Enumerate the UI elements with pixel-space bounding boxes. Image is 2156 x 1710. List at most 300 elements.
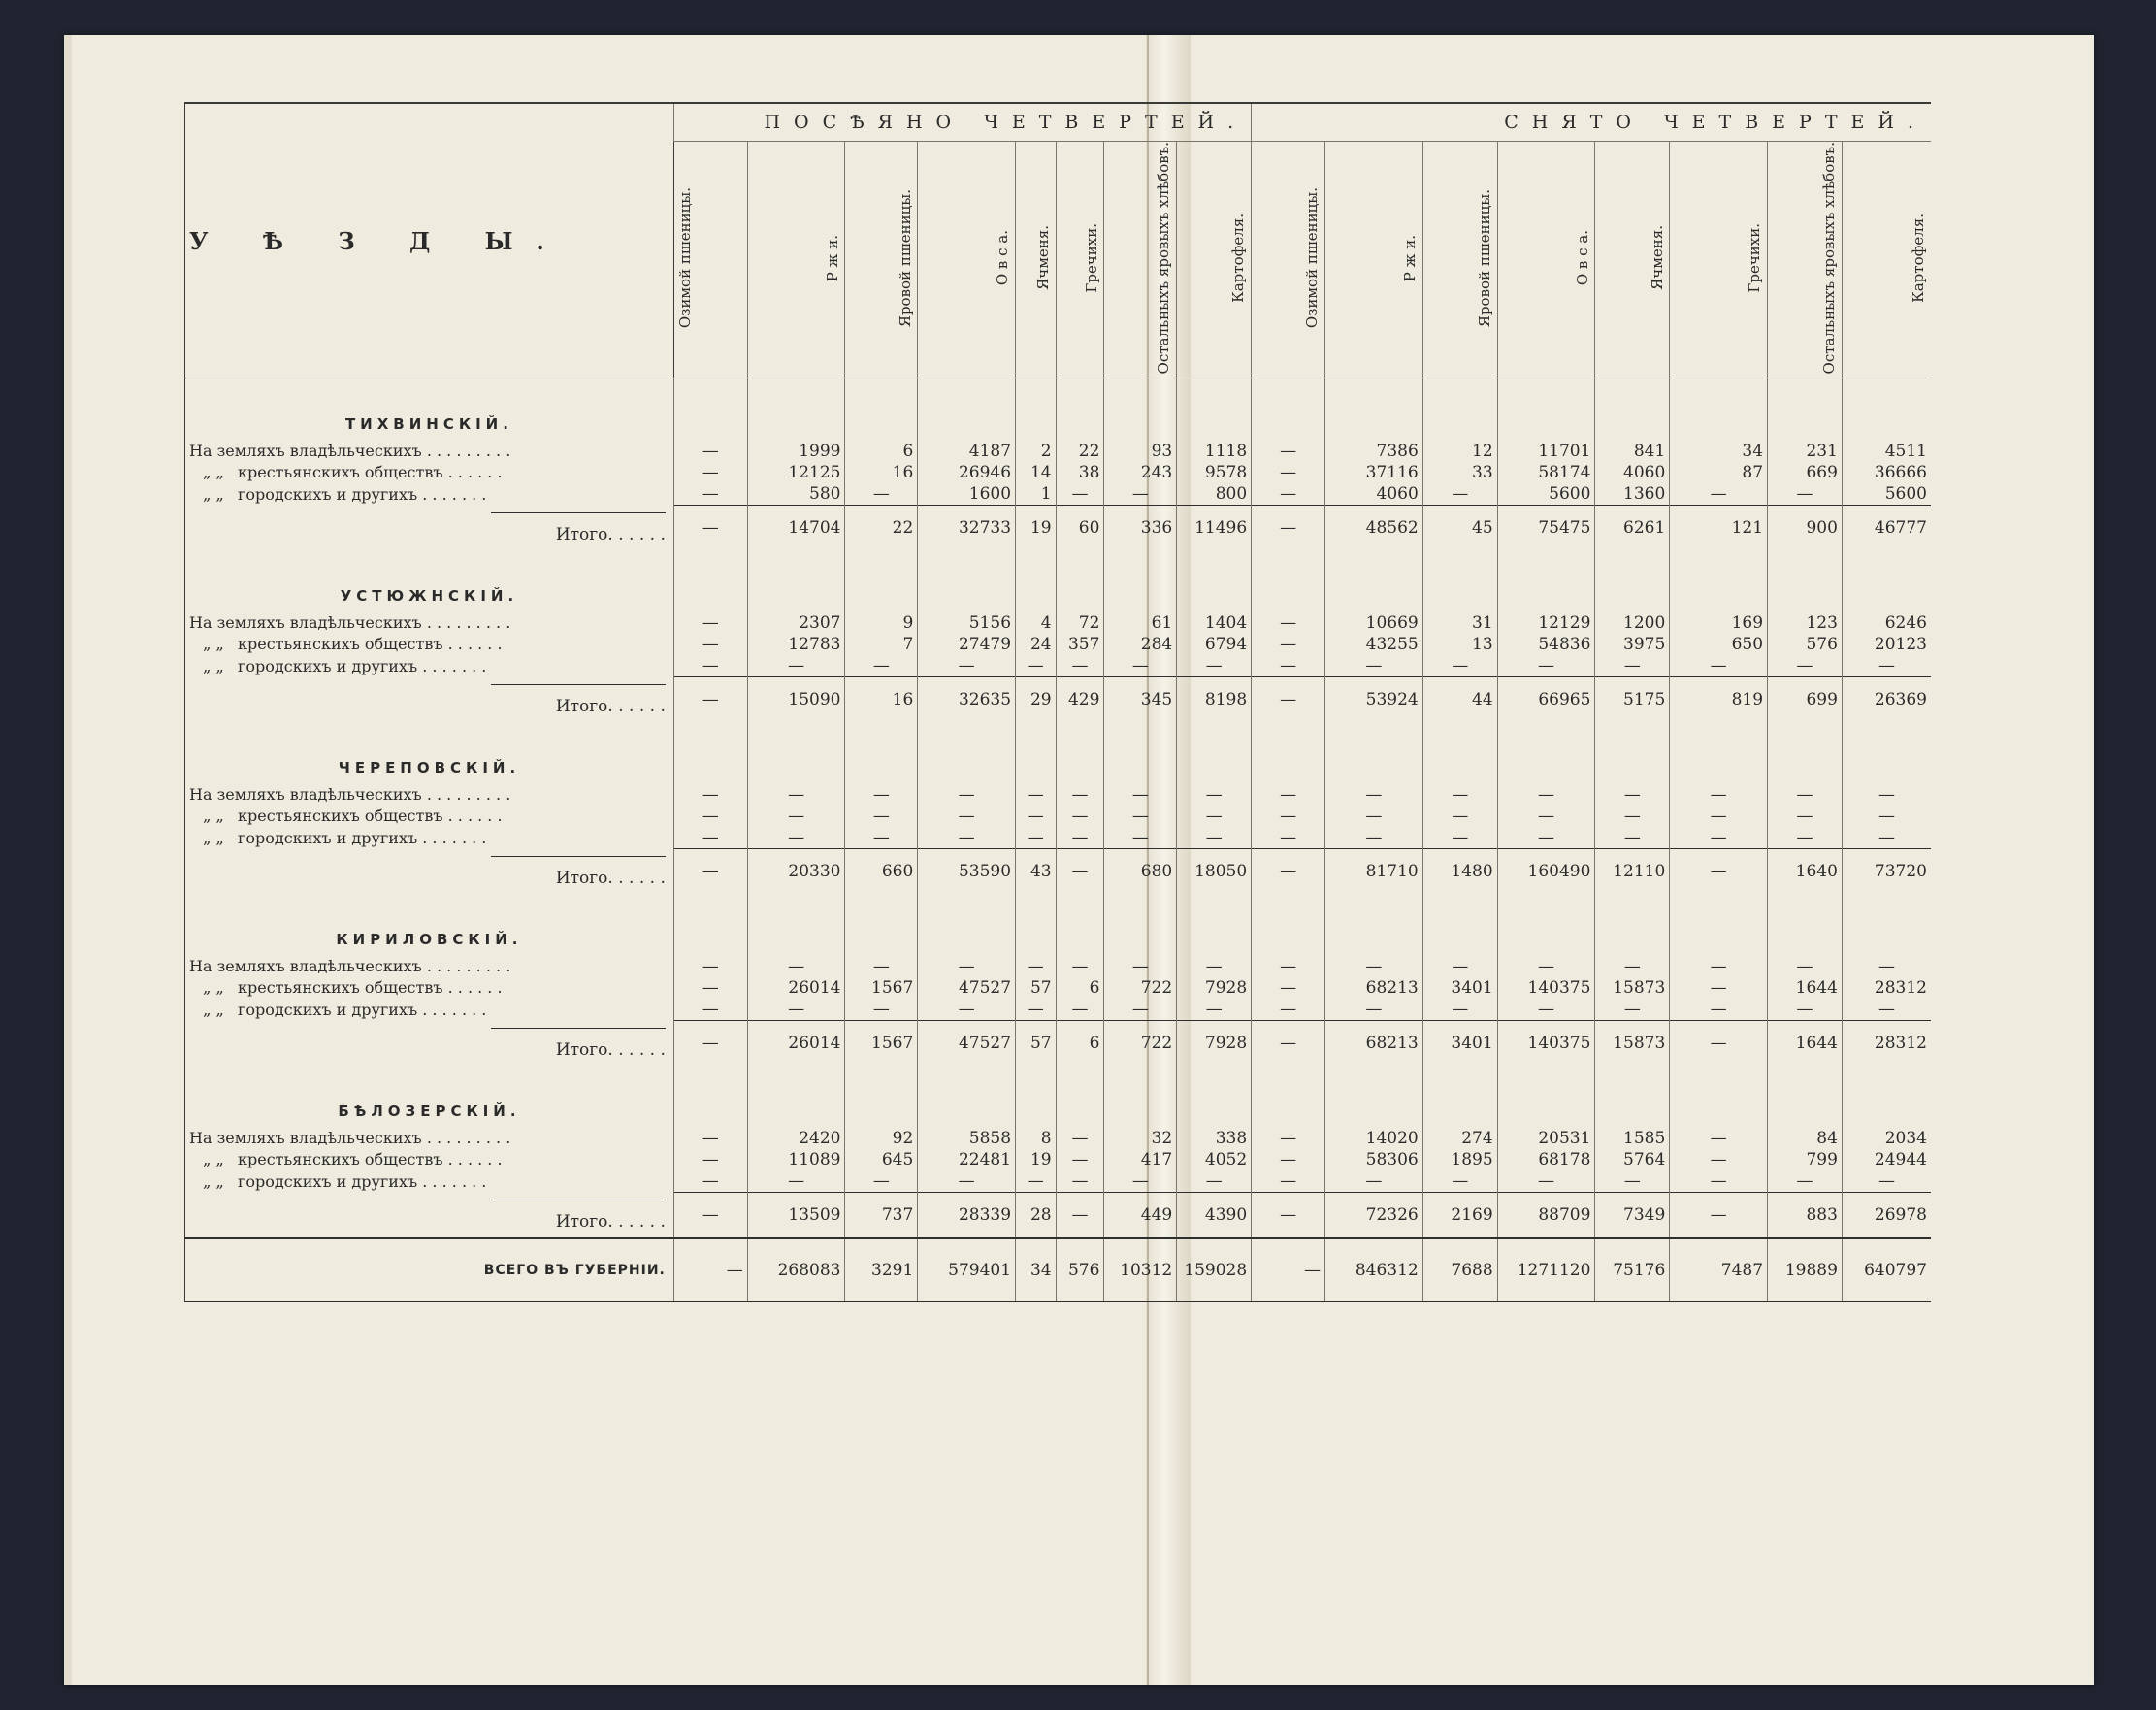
grand-total-cell: 34 (1016, 1238, 1057, 1302)
total-cell: 336 (1104, 506, 1177, 551)
table-cell: — (1104, 483, 1177, 506)
table-cell: 4187 (918, 441, 1016, 462)
table-cell: — (1595, 827, 1670, 849)
table-cell: 28312 (1842, 977, 1931, 999)
total-cell: 44 (1422, 677, 1497, 723)
empty-cell (1842, 378, 1931, 442)
ditto-mark: „ „ (203, 828, 224, 847)
table-cell: 274 (1422, 1128, 1497, 1149)
table-cell: 1200 (1595, 612, 1670, 634)
table-cell: — (1768, 827, 1843, 849)
table-cell: — (673, 827, 747, 849)
table-cell: 6 (1056, 977, 1104, 999)
table-cell: 338 (1177, 1128, 1252, 1149)
total-cell: 15873 (1595, 1021, 1670, 1067)
table-cell: 9 (845, 612, 918, 634)
table-row (185, 956, 1932, 977)
table-cell: 34 (1670, 441, 1768, 462)
table-row (185, 483, 1932, 506)
table-row (185, 462, 1932, 483)
table-cell: 26946 (918, 462, 1016, 483)
table-row (185, 655, 1932, 677)
row-label-text: На земляхъ владѣльческихъ . . . . . . . . . (189, 1129, 511, 1148)
empty-cell (1252, 722, 1325, 784)
table-cell: — (1670, 655, 1768, 677)
row-label (185, 1149, 674, 1170)
table-cell: — (1104, 784, 1177, 806)
table-cell: 1404 (1177, 612, 1252, 634)
table-cell: 169 (1670, 612, 1768, 634)
table-cell: 650 (1670, 634, 1768, 655)
total-cell: — (673, 1193, 747, 1239)
total-cell: 16 (845, 677, 918, 723)
table-cell: — (1177, 956, 1252, 977)
row-label (185, 784, 674, 806)
total-cell: 429 (1056, 677, 1104, 723)
empty-cell (673, 550, 747, 612)
empty-cell (747, 550, 845, 612)
empty-cell (1497, 722, 1595, 784)
table-cell: 15873 (1595, 977, 1670, 999)
table-cell: 68213 (1325, 977, 1423, 999)
table-cell: — (673, 441, 747, 462)
table-cell: 7 (845, 634, 918, 655)
column-header-label: Озимой пшеницы. (675, 187, 694, 329)
row-label (185, 655, 674, 677)
table-cell: 3975 (1595, 634, 1670, 655)
table-cell: 580 (747, 483, 845, 506)
column-header-harvested-6 (1768, 142, 1843, 378)
itogo-label: Итого. . . . . . (491, 1200, 666, 1232)
column-header-sown-6 (1104, 142, 1177, 378)
column-header-label: Картофеля. (1229, 213, 1248, 303)
total-cell: 43 (1016, 849, 1057, 895)
itogo-label-cell (185, 677, 674, 723)
ditto-mark: „ „ (203, 635, 224, 654)
table-row (185, 634, 1932, 655)
table-row (185, 1149, 1932, 1170)
total-cell: 26014 (747, 1021, 845, 1067)
table-cell: 576 (1768, 634, 1843, 655)
empty-cell (747, 1066, 845, 1128)
table-cell: — (1016, 784, 1057, 806)
table-cell: 22481 (918, 1149, 1016, 1170)
column-header-label: Остальныхъ яровыхъ хлѣбовъ. (1820, 142, 1839, 375)
table-cell: 6794 (1177, 634, 1252, 655)
empty-cell (673, 894, 747, 956)
total-cell: 660 (845, 849, 918, 895)
table-cell: — (845, 999, 918, 1021)
table-cell: 1585 (1595, 1128, 1670, 1149)
table-cell: — (1768, 956, 1843, 977)
column-header-sown-4 (1016, 142, 1057, 378)
table-cell: 4 (1016, 612, 1057, 634)
table-cell: 231 (1768, 441, 1843, 462)
table-cell: — (673, 784, 747, 806)
table-cell: 10669 (1325, 612, 1423, 634)
empty-cell (1016, 722, 1057, 784)
table-cell: — (1422, 784, 1497, 806)
table-cell: 11701 (1497, 441, 1595, 462)
table-cell: — (1252, 1149, 1325, 1170)
total-cell: — (673, 1021, 747, 1067)
total-cell: — (1252, 506, 1325, 551)
total-cell: 57 (1016, 1021, 1057, 1067)
total-cell: — (1252, 1193, 1325, 1239)
row-label (185, 634, 674, 655)
empty-cell (1056, 894, 1104, 956)
uezdy-header: У Ѣ З Д Ы. (185, 103, 674, 378)
table-cell: — (1768, 806, 1843, 827)
row-label-text: На земляхъ владѣльческихъ . . . . . . . . . (189, 442, 511, 461)
table-cell: — (1670, 1170, 1768, 1193)
table-cell: 417 (1104, 1149, 1177, 1170)
itogo-label: Итого. . . . . . (491, 684, 666, 716)
column-header-sown-3 (918, 142, 1016, 378)
table-cell: 26014 (747, 977, 845, 999)
table-cell: 4060 (1325, 483, 1423, 506)
table-cell: — (747, 956, 845, 977)
row-label-text: городскихъ и другихъ . . . . . . . (238, 1171, 487, 1191)
table-cell: 6246 (1842, 612, 1931, 634)
empty-cell (918, 894, 1016, 956)
row-label-text: крестьянскихъ обществъ . . . . . . (238, 1150, 503, 1169)
empty-cell (845, 894, 918, 956)
grand-total-cell: 19889 (1768, 1238, 1843, 1302)
table-cell: — (747, 784, 845, 806)
table-cell: — (1497, 784, 1595, 806)
empty-cell (1670, 722, 1768, 784)
table-cell: — (918, 1170, 1016, 1193)
empty-cell (1177, 550, 1252, 612)
table-row (185, 999, 1932, 1021)
table-cell: 24944 (1842, 1149, 1931, 1170)
total-cell: — (673, 506, 747, 551)
column-header-sown-5 (1056, 142, 1104, 378)
empty-cell (1177, 1066, 1252, 1128)
table-cell: — (1252, 977, 1325, 999)
empty-cell (1422, 1066, 1497, 1128)
table-cell: — (1325, 784, 1423, 806)
empty-cell (1177, 722, 1252, 784)
table-cell: 841 (1595, 441, 1670, 462)
table-cell: — (1252, 441, 1325, 462)
table-cell: — (1595, 1170, 1670, 1193)
row-label (185, 827, 674, 849)
table-cell: 1895 (1422, 1149, 1497, 1170)
table-cell: 1999 (747, 441, 845, 462)
grand-total-cell: 576 (1056, 1238, 1104, 1302)
table-cell: — (845, 827, 918, 849)
empty-cell (1016, 1066, 1057, 1128)
table-cell: 1360 (1595, 483, 1670, 506)
table-cell: 669 (1768, 462, 1843, 483)
row-label (185, 1128, 674, 1149)
table-cell: — (1252, 827, 1325, 849)
table-cell: — (747, 655, 845, 677)
column-header-sown-1 (747, 142, 845, 378)
table-cell: 37116 (1325, 462, 1423, 483)
table-cell: — (1325, 827, 1423, 849)
table-cell: 2034 (1842, 1128, 1931, 1149)
column-header-sown-2 (845, 142, 918, 378)
table-cell: — (918, 655, 1016, 677)
table-cell: 68178 (1497, 1149, 1595, 1170)
table-cell: 16 (845, 462, 918, 483)
total-cell: 53590 (918, 849, 1016, 895)
empty-cell (1595, 894, 1670, 956)
empty-cell (845, 722, 918, 784)
empty-cell (1252, 1066, 1325, 1128)
column-header-harvested-4 (1595, 142, 1670, 378)
total-cell: 73720 (1842, 849, 1931, 895)
table-cell: 13 (1422, 634, 1497, 655)
row-label (185, 999, 674, 1021)
district-name-cell (185, 722, 674, 784)
grand-total-row (185, 1238, 1932, 1302)
grand-total-cell: 159028 (1177, 1238, 1252, 1302)
row-label-text: На земляхъ владѣльческихъ . . . . . . . . . (189, 613, 511, 633)
empty-cell (845, 378, 918, 442)
column-header-sown-0 (673, 142, 747, 378)
column-header-harvested-2 (1422, 142, 1497, 378)
ditto-mark: „ „ (203, 1171, 224, 1191)
table-cell: 19 (1016, 1149, 1057, 1170)
table-cell: — (1842, 655, 1931, 677)
empty-cell (673, 1066, 747, 1128)
district-name: БѢЛОЗЕРСКІЙ. (338, 1102, 521, 1121)
table-cell: 6 (845, 441, 918, 462)
total-cell: 22 (845, 506, 918, 551)
empty-cell (747, 894, 845, 956)
table-cell: — (1670, 1149, 1768, 1170)
table-cell: — (1325, 956, 1423, 977)
table-cell: — (1325, 806, 1423, 827)
row-label (185, 612, 674, 634)
total-cell: 1480 (1422, 849, 1497, 895)
total-cell: 45 (1422, 506, 1497, 551)
table-cell: — (1670, 977, 1768, 999)
table-cell: — (1177, 999, 1252, 1021)
table-cell: 12129 (1497, 612, 1595, 634)
ditto-mark: „ „ (203, 1000, 224, 1019)
table-cell: — (1252, 462, 1325, 483)
empty-cell (1497, 894, 1595, 956)
row-label (185, 806, 674, 827)
table-cell: — (673, 806, 747, 827)
empty-cell (1497, 378, 1595, 442)
total-cell: 19 (1016, 506, 1057, 551)
row-label-text: крестьянскихъ обществъ . . . . . . (238, 978, 503, 998)
empty-cell (673, 722, 747, 784)
empty-cell (1016, 550, 1057, 612)
table-cell: — (1497, 1170, 1595, 1193)
table-row (185, 784, 1932, 806)
row-label (185, 462, 674, 483)
empty-cell (1595, 1066, 1670, 1128)
table-cell: — (918, 827, 1016, 849)
table-cell: — (673, 977, 747, 999)
total-cell: 1640 (1768, 849, 1843, 895)
total-cell: — (673, 849, 747, 895)
table-row (185, 977, 1932, 999)
district-total-row (185, 849, 1932, 895)
empty-cell (673, 378, 747, 442)
total-cell: 8198 (1177, 677, 1252, 723)
table-cell: — (1252, 634, 1325, 655)
table-cell: 20531 (1497, 1128, 1595, 1149)
table-cell: 357 (1056, 634, 1104, 655)
table-cell: 14020 (1325, 1128, 1423, 1149)
table-cell: — (1177, 655, 1252, 677)
table-cell: — (845, 483, 918, 506)
table-cell: — (845, 784, 918, 806)
table-cell: — (1104, 956, 1177, 977)
table-cell: — (845, 655, 918, 677)
total-cell: 345 (1104, 677, 1177, 723)
empty-cell (1056, 550, 1104, 612)
district-name: КИРИЛОВСКІЙ. (336, 931, 523, 949)
table-cell: — (1768, 999, 1843, 1021)
empty-cell (1842, 1066, 1931, 1128)
table-row (185, 612, 1932, 634)
table-cell: — (1595, 806, 1670, 827)
table-cell: 47527 (918, 977, 1016, 999)
table-cell: 24 (1016, 634, 1057, 655)
total-cell: 66965 (1497, 677, 1595, 723)
table-cell: — (1104, 1170, 1177, 1193)
table-cell: — (747, 999, 845, 1021)
table-cell: — (1670, 999, 1768, 1021)
table-cell: — (673, 1128, 747, 1149)
empty-cell (1422, 550, 1497, 612)
empty-cell (1842, 894, 1931, 956)
table-row (185, 806, 1932, 827)
table-cell: — (1768, 1170, 1843, 1193)
ditto-mark: „ „ (203, 656, 224, 675)
total-cell: — (1252, 1021, 1325, 1067)
table-cell: 5600 (1497, 483, 1595, 506)
table-cell: — (1016, 1170, 1057, 1193)
column-header-harvested-0 (1252, 142, 1325, 378)
table-cell: — (1016, 806, 1057, 827)
column-header-label: Р ж и. (1401, 234, 1420, 281)
total-cell: 47527 (918, 1021, 1016, 1067)
table-cell: — (1422, 806, 1497, 827)
district-total-row (185, 677, 1932, 723)
total-cell: 2169 (1422, 1193, 1497, 1239)
table-cell: 36666 (1842, 462, 1931, 483)
table-cell: — (1497, 655, 1595, 677)
table-cell: 32 (1104, 1128, 1177, 1149)
itogo-label-cell (185, 849, 674, 895)
table-cell: — (918, 806, 1016, 827)
empty-cell (1595, 722, 1670, 784)
empty-cell (1497, 550, 1595, 612)
district-total-row (185, 1193, 1932, 1239)
table-cell: — (845, 806, 918, 827)
column-header-label: Остальныхъ яровыхъ хлѣбовъ. (1155, 142, 1173, 375)
table-cell: 5858 (918, 1128, 1016, 1149)
table-cell: 33 (1422, 462, 1497, 483)
table-cell: — (1325, 655, 1423, 677)
column-header-label: Гречихи. (1746, 222, 1764, 293)
total-cell: 28339 (918, 1193, 1016, 1239)
posevo-header: ПОСѢЯНО ЧЕТВЕРТЕЙ. (673, 103, 1251, 142)
table-cell: 12125 (747, 462, 845, 483)
grain-statistics-table (184, 102, 1931, 1302)
row-label-text: городскихъ и другихъ . . . . . . . (238, 828, 487, 847)
table-cell: — (1016, 827, 1057, 849)
table-cell: — (673, 634, 747, 655)
table-cell: 11089 (747, 1149, 845, 1170)
table-cell: — (1422, 999, 1497, 1021)
table-cell: — (673, 655, 747, 677)
total-cell: 13509 (747, 1193, 845, 1239)
column-header-sown-7 (1177, 142, 1252, 378)
empty-cell (1104, 378, 1177, 442)
total-cell: 680 (1104, 849, 1177, 895)
empty-cell (918, 378, 1016, 442)
table-cell: 8 (1016, 1128, 1057, 1149)
table-cell: — (1104, 655, 1177, 677)
table-cell: — (1422, 1170, 1497, 1193)
table-cell: 243 (1104, 462, 1177, 483)
empty-cell (1325, 722, 1423, 784)
district-total-row (185, 1021, 1932, 1067)
grand-total-cell: 10312 (1104, 1238, 1177, 1302)
table-cell: 5764 (1595, 1149, 1670, 1170)
empty-cell (747, 722, 845, 784)
table-cell: 84 (1768, 1128, 1843, 1149)
table-cell: — (1422, 827, 1497, 849)
empty-cell (1595, 550, 1670, 612)
table-cell: — (1670, 784, 1768, 806)
table-cell: — (673, 612, 747, 634)
row-label-text: крестьянскихъ обществъ . . . . . . (238, 463, 503, 482)
total-cell: — (1252, 849, 1325, 895)
total-cell: 737 (845, 1193, 918, 1239)
total-cell: 29 (1016, 677, 1057, 723)
column-header-label: Озимой пшеницы. (1303, 187, 1322, 329)
table-cell: — (1497, 827, 1595, 849)
grand-total-cell: 75176 (1595, 1238, 1670, 1302)
empty-cell (845, 550, 918, 612)
total-cell: — (1670, 1021, 1768, 1067)
table-cell: 1 (1016, 483, 1057, 506)
total-cell: 68213 (1325, 1021, 1423, 1067)
total-cell: — (1670, 849, 1768, 895)
table-cell: — (1325, 1170, 1423, 1193)
table-cell: 92 (845, 1128, 918, 1149)
empty-cell (1422, 894, 1497, 956)
table-cell: — (1056, 483, 1104, 506)
table-cell: — (1842, 806, 1931, 827)
empty-cell (1252, 894, 1325, 956)
district-name-cell (185, 1066, 674, 1128)
table-cell: 14 (1016, 462, 1057, 483)
table-cell: 1600 (918, 483, 1016, 506)
total-cell: 53924 (1325, 677, 1423, 723)
empty-cell (1104, 1066, 1177, 1128)
grand-total-cell: 7487 (1670, 1238, 1768, 1302)
grand-total-cell: 3291 (845, 1238, 918, 1302)
column-header-label: Картофеля. (1910, 213, 1928, 303)
table-cell: 27479 (918, 634, 1016, 655)
table-cell: 123 (1768, 612, 1843, 634)
total-cell: 32635 (918, 677, 1016, 723)
empty-cell (1056, 1066, 1104, 1128)
